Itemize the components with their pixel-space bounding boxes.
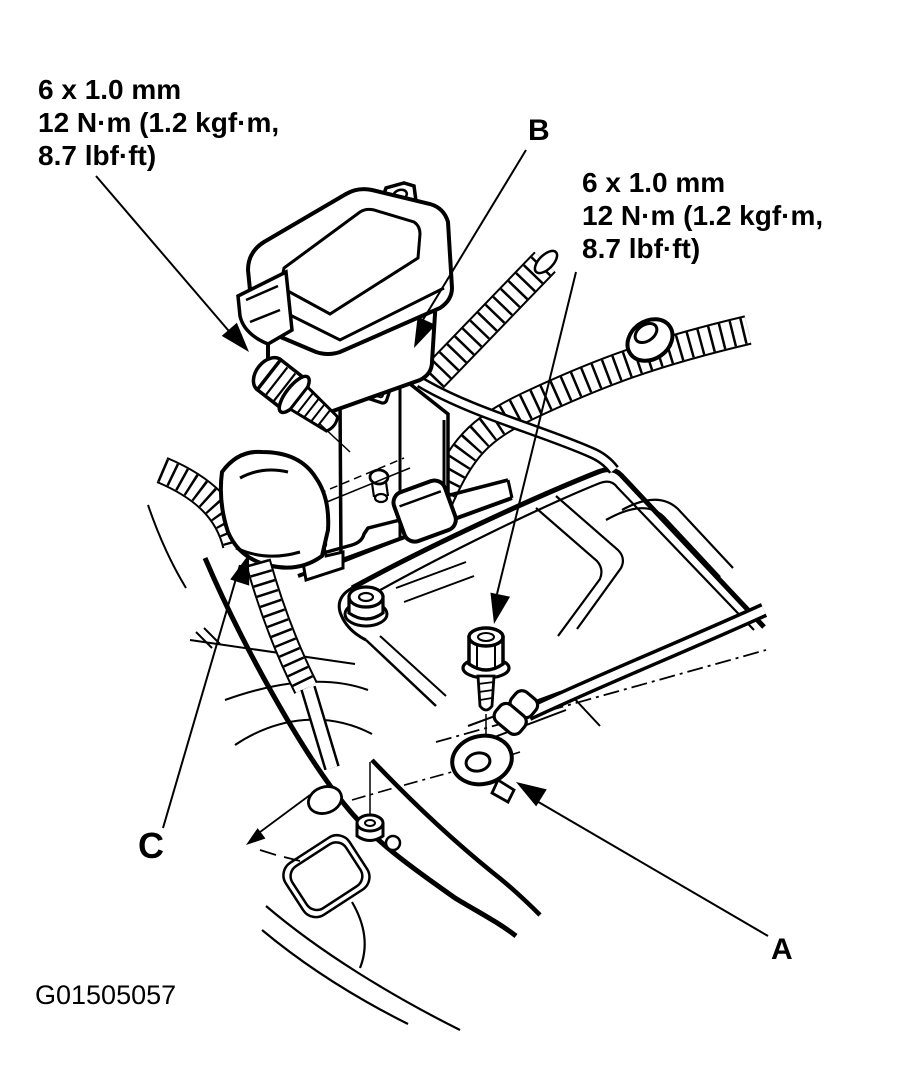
callout-a: A — [771, 933, 793, 966]
torque-note-left-line2: 12 N·m (1.2 kgf·m, — [38, 107, 280, 138]
sill-anchor-hole — [278, 829, 376, 922]
torque-note-left-line3: 8.7 lbf·ft) — [38, 140, 157, 171]
torque-note-right-line2: 12 N·m (1.2 kgf·m, — [582, 200, 824, 231]
panel-nut — [345, 587, 387, 626]
torque-note-right-line3: 8.7 lbf·ft) — [582, 233, 701, 264]
ground-cable — [528, 610, 764, 714]
callout-b: B — [528, 114, 550, 147]
arrowhead-a — [511, 774, 547, 807]
relay-box-latch — [238, 272, 292, 344]
callout-c: C — [138, 825, 164, 866]
torque-note-left-line1: 6 x 1.0 mm — [38, 74, 182, 105]
figure-part-number: G01505057 — [35, 980, 177, 1010]
sill-nut — [357, 815, 383, 841]
sill-hole-small — [386, 836, 400, 850]
sill-hole — [305, 782, 346, 818]
arrowhead-ground-bolt — [484, 593, 510, 627]
torque-note-right-line1: 6 x 1.0 mm — [582, 167, 726, 198]
ground-terminal — [448, 685, 543, 802]
